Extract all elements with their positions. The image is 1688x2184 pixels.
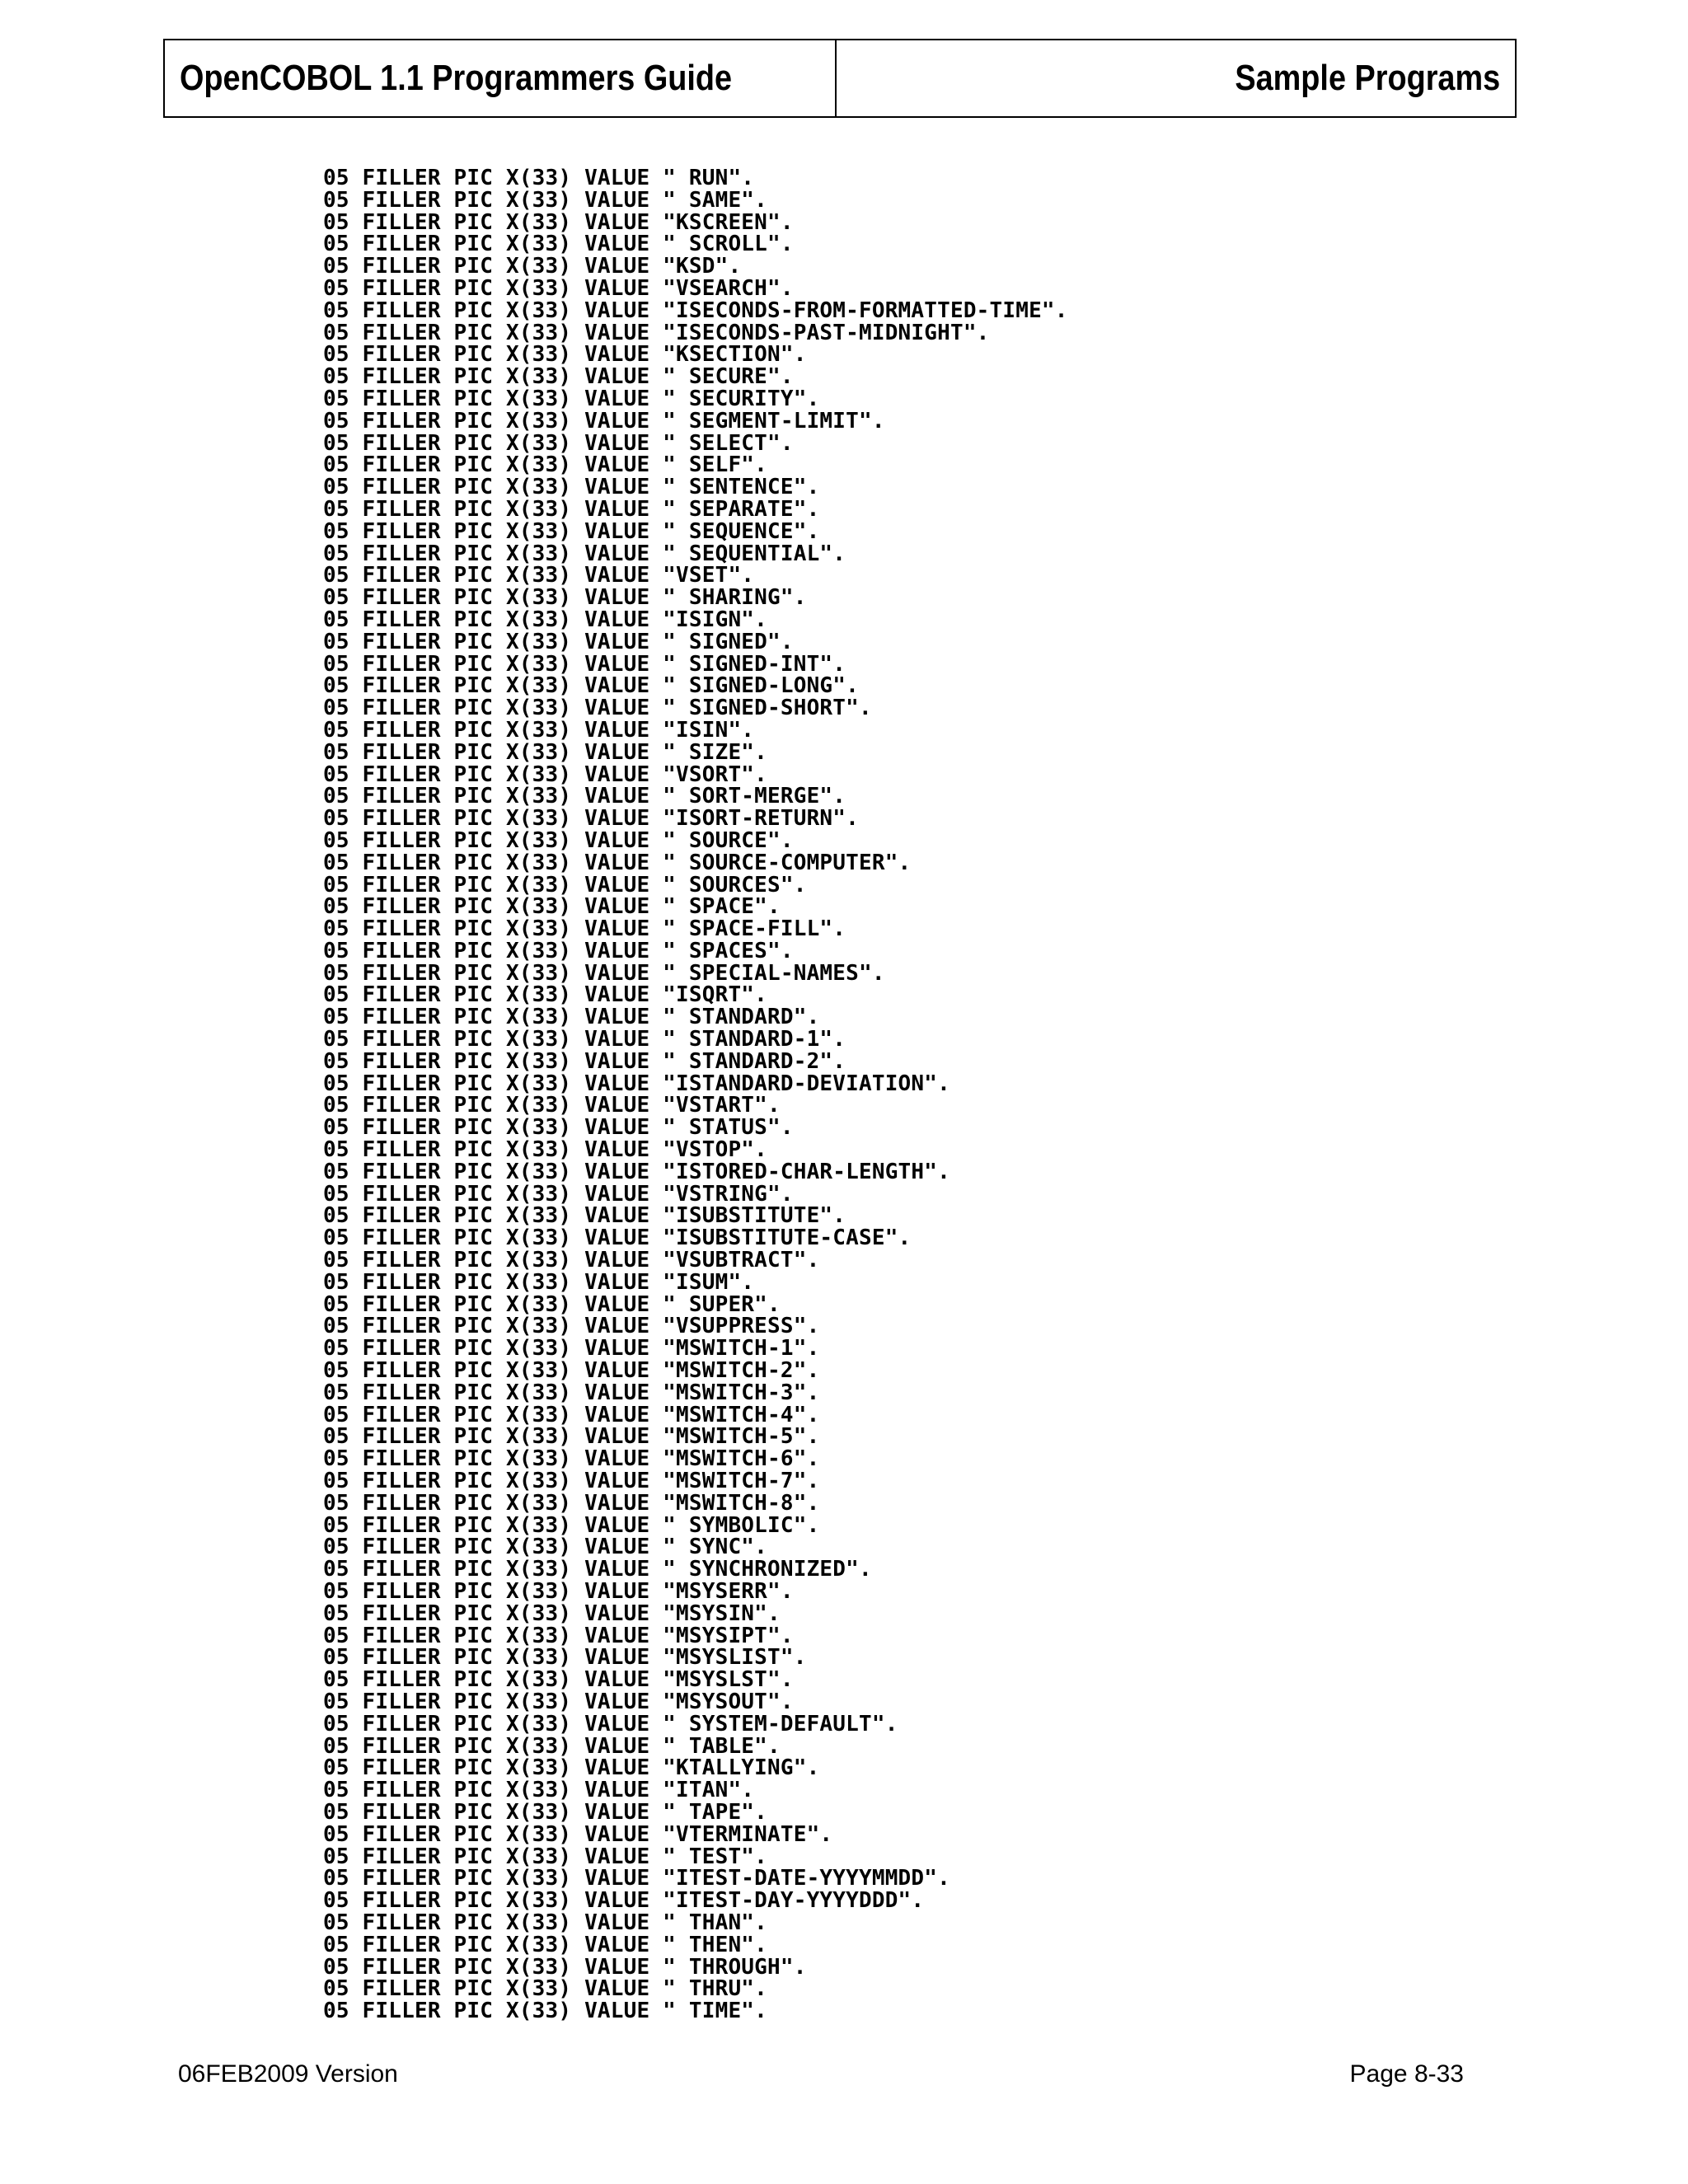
code-line: 05 FILLER PIC X(33) VALUE " RUN". [323,166,755,190]
code-line: 05 FILLER PIC X(33) VALUE " SYNCHRONIZED". [323,1557,872,1582]
code-line: 05 FILLER PIC X(33) VALUE "VSEARCH". [323,275,794,301]
code-line: 05 FILLER PIC X(33) VALUE "ISTANDARD-DEVIATION". [323,1071,950,1096]
code-line: 05 FILLER PIC X(33) VALUE " SOURCE-COMPUTER". [323,850,912,875]
code-line: 05 FILLER PIC X(33) VALUE "KSECTION". [323,342,807,368]
code-listing [323,167,1068,2022]
code-line: 05 FILLER PIC X(33) VALUE "KSCREEN". [323,209,794,235]
code-line: 05 FILLER PIC X(33) VALUE "MSWITCH-5". [323,1424,820,1450]
code-line: 05 FILLER PIC X(33) VALUE "MSYSERR". [323,1579,794,1604]
footer-page-number: Page 8-33 [1349,2060,1464,2088]
code-line: 05 FILLER PIC X(33) VALUE " SEPARATE". [323,496,820,522]
code-line: 05 FILLER PIC X(33) VALUE " SYSTEM-DEFAULT". [323,1711,898,1736]
code-line: 05 FILLER PIC X(33) VALUE "VSET". [323,563,755,588]
code-line: 05 FILLER PIC X(33) VALUE " SPACE-FILL". [323,916,846,942]
code-line: 05 FILLER PIC X(33) VALUE "ITAN". [323,1778,755,1803]
code-line: 05 FILLER PIC X(33) VALUE "VSUPPRESS". [323,1314,820,1339]
code-line: 05 FILLER PIC X(33) VALUE "MSWITCH-3". [323,1380,820,1405]
code-line: 05 FILLER PIC X(33) VALUE " SAME". [323,187,768,213]
code-line: 05 FILLER PIC X(33) VALUE " SYMBOLIC". [323,1512,820,1538]
code-line: 05 FILLER PIC X(33) VALUE "MSYSIPT". [323,1623,794,1648]
footer-version: 06FEB2009 Version [178,2060,398,2088]
code-line: 05 FILLER PIC X(33) VALUE "ISECONDS-PAST-MIDNIGHT". [323,320,990,345]
code-line: 05 FILLER PIC X(33) VALUE "ITEST-DATE-YYYYMMDD". [323,1866,950,1891]
code-line: 05 FILLER PIC X(33) VALUE " SORT-MERGE". [323,784,846,809]
code-line: 05 FILLER PIC X(33) VALUE "ISUM". [323,1269,755,1295]
code-line: 05 FILLER PIC X(33) VALUE " SEGMENT-LIMIT". [323,408,885,434]
code-line: 05 FILLER PIC X(33) VALUE "VSORT". [323,762,768,787]
code-line: 05 FILLER PIC X(33) VALUE " SIGNED-INT". [323,651,846,677]
code-line: 05 FILLER PIC X(33) VALUE "ISTORED-CHAR-LENGTH". [323,1159,950,1184]
code-line: 05 FILLER PIC X(33) VALUE "ISORT-RETURN". [323,806,859,832]
code-line: 05 FILLER PIC X(33) VALUE " SELF". [323,452,768,478]
code-line: 05 FILLER PIC X(33) VALUE " THEN". [323,1932,768,1957]
code-line: 05 FILLER PIC X(33) VALUE "VSUBTRACT". [323,1248,820,1273]
code-line: 05 FILLER PIC X(33) VALUE " SPECIAL-NAMES". [323,960,885,986]
code-line: 05 FILLER PIC X(33) VALUE " SENTENCE". [323,475,820,500]
header-left-cell [165,40,837,116]
code-line: 05 FILLER PIC X(33) VALUE "KTALLYING". [323,1755,820,1781]
section-title: Sample Programs [1235,58,1500,98]
code-line: 05 FILLER PIC X(33) VALUE "ISECONDS-FROM-FORMATTED-TIME". [323,298,1068,323]
code-line: 05 FILLER PIC X(33) VALUE " TEST". [323,1844,768,1869]
code-line: 05 FILLER PIC X(33) VALUE "ISQRT". [323,982,768,1008]
code-line: 05 FILLER PIC X(33) VALUE " THRU". [323,1976,768,2002]
code-line: 05 FILLER PIC X(33) VALUE "MSWITCH-1". [323,1336,820,1361]
code-line: 05 FILLER PIC X(33) VALUE "MSWITCH-8". [323,1490,820,1516]
code-line: 05 FILLER PIC X(33) VALUE " SYNC". [323,1535,768,1560]
code-line: 05 FILLER PIC X(33) VALUE " STANDARD-2". [323,1048,846,1074]
code-line: 05 FILLER PIC X(33) VALUE " SOURCES". [323,872,807,898]
code-line: 05 FILLER PIC X(33) VALUE "ISIGN". [323,607,768,632]
code-line: 05 FILLER PIC X(33) VALUE " SIGNED-SHORT". [323,696,872,721]
code-line: 05 FILLER PIC X(33) VALUE "MSYSOUT". [323,1689,794,1714]
code-line: 05 FILLER PIC X(33) VALUE " SCROLL". [323,232,794,257]
code-line: 05 FILLER PIC X(33) VALUE " SELECT". [323,430,794,456]
code-line: 05 FILLER PIC X(33) VALUE " STATUS". [323,1115,794,1141]
code-line: 05 FILLER PIC X(33) VALUE "MSWITCH-7". [323,1469,820,1494]
code-line: 05 FILLER PIC X(33) VALUE "MSWITCH-4". [323,1402,820,1427]
code-line: 05 FILLER PIC X(33) VALUE "MSYSLIST". [323,1645,807,1671]
code-line: 05 FILLER PIC X(33) VALUE "ITEST-DAY-YYYYDDD". [323,1888,925,1914]
code-line: 05 FILLER PIC X(33) VALUE " SEQUENCE". [323,518,820,544]
code-line: 05 FILLER PIC X(33) VALUE " STANDARD". [323,1005,820,1030]
code-line: 05 FILLER PIC X(33) VALUE " THROUGH". [323,1954,807,1980]
code-line: 05 FILLER PIC X(33) VALUE " SPACE". [323,894,781,920]
document-title: OpenCOBOL 1.1 Programmers Guide [180,58,733,98]
code-line: 05 FILLER PIC X(33) VALUE "VTERMINATE". [323,1821,833,1847]
code-line: 05 FILLER PIC X(33) VALUE "MSWITCH-2". [323,1358,820,1384]
code-line: 05 FILLER PIC X(33) VALUE " SHARING". [323,585,807,611]
code-line: 05 FILLER PIC X(33) VALUE "KSD". [323,254,742,279]
code-line: 05 FILLER PIC X(33) VALUE " SECURITY". [323,386,820,411]
code-line: 05 FILLER PIC X(33) VALUE "ISUBSTITUTE-CASE". [323,1226,912,1251]
code-line: 05 FILLER PIC X(33) VALUE " SUPER". [323,1291,781,1317]
code-line: 05 FILLER PIC X(33) VALUE "MSYSIN". [323,1601,781,1626]
code-line: 05 FILLER PIC X(33) VALUE " STANDARD-1". [323,1027,846,1052]
page-header [163,39,1517,118]
code-line: 05 FILLER PIC X(33) VALUE "VSTART". [323,1093,781,1118]
code-line: 05 FILLER PIC X(33) VALUE " SECURE". [323,364,794,390]
code-line: 05 FILLER PIC X(33) VALUE "ISIN". [323,717,755,743]
code-line: 05 FILLER PIC X(33) VALUE "MSWITCH-6". [323,1446,820,1472]
code-line: 05 FILLER PIC X(33) VALUE " THAN". [323,1910,768,1935]
code-line: 05 FILLER PIC X(33) VALUE " SOURCE". [323,827,794,853]
code-line: 05 FILLER PIC X(33) VALUE "VSTRING". [323,1181,794,1207]
code-line: 05 FILLER PIC X(33) VALUE " SIZE". [323,739,768,765]
code-line: 05 FILLER PIC X(33) VALUE " SPACES". [323,938,794,963]
code-line: 05 FILLER PIC X(33) VALUE " SEQUENTIAL". [323,541,846,566]
code-line: 05 FILLER PIC X(33) VALUE "MSYSLST". [323,1667,794,1693]
code-line: 05 FILLER PIC X(33) VALUE " TAPE". [323,1799,768,1825]
code-line: 05 FILLER PIC X(33) VALUE "ISUBSTITUTE". [323,1203,846,1229]
code-line: 05 FILLER PIC X(33) VALUE " TIME". [323,1999,768,2024]
code-line: 05 FILLER PIC X(33) VALUE "VSTOP". [323,1137,768,1163]
code-line: 05 FILLER PIC X(33) VALUE " TABLE". [323,1733,781,1759]
code-line: 05 FILLER PIC X(33) VALUE " SIGNED-LONG". [323,673,859,699]
header-right-cell [837,40,1515,116]
code-line: 05 FILLER PIC X(33) VALUE " SIGNED". [323,629,794,654]
